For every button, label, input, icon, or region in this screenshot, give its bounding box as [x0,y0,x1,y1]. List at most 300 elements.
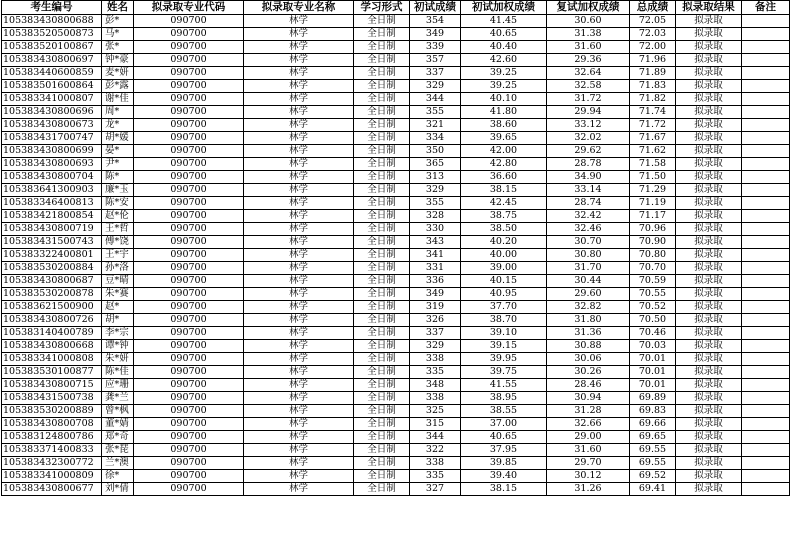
study-mode-cell: 全日制 [354,171,410,184]
total-score-cell: 71.58 [630,158,676,171]
retest-weighted-score-cell: 32.42 [547,210,630,223]
major-code-cell: 090700 [134,145,244,158]
study-mode-cell: 全日制 [354,106,410,119]
total-score-cell: 70.96 [630,223,676,236]
major-name-cell: 林学 [244,132,354,145]
admission-result-cell: 拟录取 [676,41,742,54]
total-score-cell: 71.96 [630,54,676,67]
study-mode-cell: 全日制 [354,366,410,379]
major-name-cell: 林学 [244,275,354,288]
remarks-cell [742,132,790,145]
candidate-name-cell: 周* [102,106,134,119]
total-score-cell: 71.89 [630,67,676,80]
initial-score-cell: 365 [410,158,461,171]
total-score-cell: 71.72 [630,119,676,132]
table-row [2,288,790,301]
candidate-name-cell: 赵* [102,301,134,314]
table-row [2,80,790,93]
table-row [2,379,790,392]
table-row [2,28,790,41]
major-name-cell: 林学 [244,379,354,392]
study-mode-cell: 全日制 [354,457,410,470]
study-mode-cell: 全日制 [354,405,410,418]
total-score-cell: 71.62 [630,145,676,158]
retest-weighted-score-cell: 28.46 [547,379,630,392]
retest-weighted-score-cell: 31.36 [547,327,630,340]
admission-result-cell: 拟录取 [676,353,742,366]
remarks-cell [742,145,790,158]
major-code-cell: 090700 [134,470,244,483]
candidate-id-cell: 105383124800786 [2,431,102,444]
study-mode-cell: 全日制 [354,353,410,366]
initial-score-cell: 330 [410,223,461,236]
initial-weighted-score-cell: 39.95 [461,353,547,366]
remarks-cell [742,41,790,54]
remarks-cell [742,340,790,353]
study-mode-cell: 全日制 [354,301,410,314]
initial-score-cell: 337 [410,67,461,80]
admission-result-cell: 拟录取 [676,93,742,106]
total-score-cell: 70.01 [630,379,676,392]
initial-weighted-score-cell: 39.25 [461,67,547,80]
initial-score-cell: 322 [410,444,461,457]
table-row [2,106,790,119]
candidate-name-cell: 龙* [102,119,134,132]
admission-result-cell: 拟录取 [676,392,742,405]
table-row [2,145,790,158]
total-score-cell: 70.90 [630,236,676,249]
candidate-name-cell: 马* [102,28,134,41]
candidate-id-cell: 105383530200884 [2,262,102,275]
candidate-name-cell: 胡*媛 [102,132,134,145]
initial-weighted-score-cell: 38.60 [461,119,547,132]
major-code-cell: 090700 [134,223,244,236]
retest-weighted-score-cell: 30.80 [547,249,630,262]
retest-weighted-score-cell: 31.70 [547,262,630,275]
remarks-cell [742,80,790,93]
initial-weighted-score-cell: 42.80 [461,158,547,171]
total-score-cell: 69.55 [630,457,676,470]
admission-result-cell: 拟录取 [676,379,742,392]
candidate-name-cell: 刘*倩 [102,483,134,496]
initial-score-cell: 329 [410,184,461,197]
total-score-cell: 70.55 [630,288,676,301]
header-name: 姓名 [102,1,134,15]
retest-weighted-score-cell: 32.58 [547,80,630,93]
retest-weighted-score-cell: 32.02 [547,132,630,145]
study-mode-cell: 全日制 [354,54,410,67]
initial-weighted-score-cell: 39.40 [461,470,547,483]
major-code-cell: 090700 [134,405,244,418]
table-row [2,54,790,67]
candidate-name-cell: 豆*晴 [102,275,134,288]
remarks-cell [742,158,790,171]
retest-weighted-score-cell: 30.06 [547,353,630,366]
table-row [2,340,790,353]
total-score-cell: 72.03 [630,28,676,41]
candidate-id-cell: 105383430800693 [2,158,102,171]
initial-weighted-score-cell: 40.95 [461,288,547,301]
major-name-cell: 林学 [244,15,354,28]
major-code-cell: 090700 [134,288,244,301]
header-candidate-id: 考生编号 [2,1,102,15]
retest-weighted-score-cell: 31.60 [547,41,630,54]
initial-weighted-score-cell: 38.15 [461,483,547,496]
header-major-name: 拟录取专业名称 [244,1,354,15]
initial-score-cell: 344 [410,431,461,444]
candidate-id-cell: 105383430800715 [2,379,102,392]
total-score-cell: 70.01 [630,353,676,366]
major-code-cell: 090700 [134,197,244,210]
major-code-cell: 090700 [134,171,244,184]
major-code-cell: 090700 [134,327,244,340]
candidate-id-cell: 105383430800697 [2,54,102,67]
admission-result-cell: 拟录取 [676,67,742,80]
study-mode-cell: 全日制 [354,340,410,353]
study-mode-cell: 全日制 [354,444,410,457]
candidate-name-cell: 李*宗 [102,327,134,340]
remarks-cell [742,223,790,236]
initial-weighted-score-cell: 38.15 [461,184,547,197]
study-mode-cell: 全日制 [354,158,410,171]
candidate-name-cell: 朱*妍 [102,353,134,366]
major-code-cell: 090700 [134,379,244,392]
total-score-cell: 72.00 [630,41,676,54]
major-code-cell: 090700 [134,80,244,93]
candidate-name-cell: 应*珊 [102,379,134,392]
major-name-cell: 林学 [244,444,354,457]
major-code-cell: 090700 [134,418,244,431]
initial-weighted-score-cell: 39.65 [461,132,547,145]
remarks-cell [742,236,790,249]
total-score-cell: 71.83 [630,80,676,93]
candidate-name-cell: 陈*佳 [102,366,134,379]
header-initial-score: 初试成绩 [410,1,461,15]
retest-weighted-score-cell: 30.26 [547,366,630,379]
initial-weighted-score-cell: 39.00 [461,262,547,275]
remarks-cell [742,67,790,80]
total-score-cell: 71.74 [630,106,676,119]
candidate-name-cell: 孙*洛 [102,262,134,275]
candidate-name-cell: 彭* [102,15,134,28]
remarks-cell [742,366,790,379]
major-name-cell: 林学 [244,457,354,470]
candidate-name-cell: 陈*安 [102,197,134,210]
major-code-cell: 090700 [134,67,244,80]
remarks-cell [742,314,790,327]
remarks-cell [742,93,790,106]
table-row [2,275,790,288]
retest-weighted-score-cell: 32.66 [547,418,630,431]
admission-result-cell: 拟录取 [676,301,742,314]
initial-weighted-score-cell: 37.95 [461,444,547,457]
admission-result-cell: 拟录取 [676,145,742,158]
initial-score-cell: 335 [410,366,461,379]
remarks-cell [742,288,790,301]
study-mode-cell: 全日制 [354,15,410,28]
table-row [2,132,790,145]
remarks-cell [742,119,790,132]
initial-weighted-score-cell: 38.55 [461,405,547,418]
total-score-cell: 69.55 [630,444,676,457]
remarks-cell [742,15,790,28]
header-retest-weighted: 复试加权成绩 [547,1,630,15]
admission-result-cell: 拟录取 [676,327,742,340]
study-mode-cell: 全日制 [354,93,410,106]
total-score-cell: 69.52 [630,470,676,483]
candidate-name-cell: 张*琵 [102,444,134,457]
remarks-cell [742,184,790,197]
initial-score-cell: 354 [410,15,461,28]
initial-weighted-score-cell: 39.75 [461,366,547,379]
candidate-name-cell: 陈* [102,171,134,184]
major-code-cell: 090700 [134,483,244,496]
major-code-cell: 090700 [134,314,244,327]
study-mode-cell: 全日制 [354,197,410,210]
candidate-id-cell: 105383430800677 [2,483,102,496]
major-code-cell: 090700 [134,275,244,288]
major-code-cell: 090700 [134,340,244,353]
remarks-cell [742,470,790,483]
study-mode-cell: 全日制 [354,288,410,301]
remarks-cell [742,405,790,418]
retest-weighted-score-cell: 31.26 [547,483,630,496]
study-mode-cell: 全日制 [354,28,410,41]
candidate-name-cell: 董*婧 [102,418,134,431]
admission-result-cell: 拟录取 [676,236,742,249]
major-name-cell: 林学 [244,210,354,223]
total-score-cell: 71.67 [630,132,676,145]
initial-weighted-score-cell: 40.00 [461,249,547,262]
table-row [2,262,790,275]
table-row [2,301,790,314]
retest-weighted-score-cell: 30.60 [547,15,630,28]
initial-weighted-score-cell: 42.60 [461,54,547,67]
candidate-name-cell: 王*哲 [102,223,134,236]
major-name-cell: 林学 [244,392,354,405]
remarks-cell [742,106,790,119]
candidate-id-cell: 105383341000808 [2,353,102,366]
initial-score-cell: 349 [410,28,461,41]
candidate-name-cell: 胡* [102,314,134,327]
remarks-cell [742,275,790,288]
table-row [2,366,790,379]
admission-result-cell: 拟录取 [676,171,742,184]
initial-score-cell: 355 [410,197,461,210]
major-name-cell: 林学 [244,28,354,41]
initial-weighted-score-cell: 40.65 [461,431,547,444]
admission-result-cell: 拟录取 [676,483,742,496]
retest-weighted-score-cell: 31.28 [547,405,630,418]
candidate-id-cell: 105383501600864 [2,80,102,93]
admission-result-cell: 拟录取 [676,28,742,41]
total-score-cell: 72.05 [630,15,676,28]
study-mode-cell: 全日制 [354,145,410,158]
table-row [2,119,790,132]
initial-score-cell: 343 [410,236,461,249]
header-initial-weighted: 初试加权成绩 [461,1,547,15]
major-code-cell: 090700 [134,249,244,262]
initial-weighted-score-cell: 38.75 [461,210,547,223]
initial-weighted-score-cell: 38.50 [461,223,547,236]
candidate-name-cell: 尹* [102,158,134,171]
major-code-cell: 090700 [134,41,244,54]
candidate-id-cell: 105383432300772 [2,457,102,470]
major-name-cell: 林学 [244,353,354,366]
candidate-id-cell: 105383322400801 [2,249,102,262]
admission-result-cell: 拟录取 [676,262,742,275]
table-row [2,184,790,197]
major-name-cell: 林学 [244,327,354,340]
study-mode-cell: 全日制 [354,236,410,249]
initial-weighted-score-cell: 37.00 [461,418,547,431]
study-mode-cell: 全日制 [354,392,410,405]
candidate-name-cell: 张* [102,41,134,54]
candidate-id-cell: 105383431700747 [2,132,102,145]
table-row [2,15,790,28]
table-body [2,15,790,496]
candidate-name-cell: 晏* [102,145,134,158]
initial-weighted-score-cell: 40.40 [461,41,547,54]
major-name-cell: 林学 [244,93,354,106]
major-name-cell: 林学 [244,262,354,275]
retest-weighted-score-cell: 28.78 [547,158,630,171]
remarks-cell [742,483,790,496]
remarks-cell [742,444,790,457]
table-row [2,314,790,327]
major-code-cell: 090700 [134,366,244,379]
retest-weighted-score-cell: 31.80 [547,314,630,327]
candidate-name-cell: 龚*兰 [102,392,134,405]
initial-score-cell: 313 [410,171,461,184]
initial-score-cell: 348 [410,379,461,392]
table-row [2,93,790,106]
major-name-cell: 林学 [244,197,354,210]
initial-weighted-score-cell: 40.65 [461,28,547,41]
retest-weighted-score-cell: 32.64 [547,67,630,80]
total-score-cell: 70.59 [630,275,676,288]
major-name-cell: 林学 [244,106,354,119]
candidate-name-cell: 谢*佳 [102,93,134,106]
initial-score-cell: 328 [410,210,461,223]
candidate-name-cell: 谭*钟 [102,340,134,353]
admission-result-cell: 拟录取 [676,457,742,470]
major-name-cell: 林学 [244,483,354,496]
major-name-cell: 林学 [244,340,354,353]
table-row [2,457,790,470]
admission-result-cell: 拟录取 [676,197,742,210]
major-name-cell: 林学 [244,67,354,80]
retest-weighted-score-cell: 30.44 [547,275,630,288]
admission-result-cell: 拟录取 [676,158,742,171]
initial-weighted-score-cell: 39.85 [461,457,547,470]
total-score-cell: 71.50 [630,171,676,184]
initial-weighted-score-cell: 39.10 [461,327,547,340]
major-name-cell: 林学 [244,119,354,132]
initial-weighted-score-cell: 41.80 [461,106,547,119]
candidate-id-cell: 105383530200878 [2,288,102,301]
major-code-cell: 090700 [134,457,244,470]
major-name-cell: 林学 [244,288,354,301]
initial-score-cell: 335 [410,470,461,483]
candidate-name-cell: 曾*枫 [102,405,134,418]
admission-result-cell: 拟录取 [676,249,742,262]
table-row [2,353,790,366]
initial-score-cell: 319 [410,301,461,314]
major-code-cell: 090700 [134,236,244,249]
study-mode-cell: 全日制 [354,314,410,327]
table-row [2,483,790,496]
admission-result-cell: 拟录取 [676,314,742,327]
candidate-id-cell: 105383430800687 [2,275,102,288]
table-row [2,210,790,223]
total-score-cell: 70.03 [630,340,676,353]
initial-score-cell: 334 [410,132,461,145]
initial-weighted-score-cell: 42.00 [461,145,547,158]
remarks-cell [742,28,790,41]
candidate-id-cell: 105383430800673 [2,119,102,132]
candidate-id-cell: 105383430800719 [2,223,102,236]
retest-weighted-score-cell: 31.38 [547,28,630,41]
major-code-cell: 090700 [134,392,244,405]
retest-weighted-score-cell: 30.12 [547,470,630,483]
table-row [2,327,790,340]
major-code-cell: 090700 [134,210,244,223]
total-score-cell: 71.17 [630,210,676,223]
candidate-id-cell: 105383440600859 [2,67,102,80]
major-code-cell: 090700 [134,301,244,314]
header-study-mode: 学习形式 [354,1,410,15]
candidate-id-cell: 105383520100867 [2,41,102,54]
study-mode-cell: 全日制 [354,223,410,236]
study-mode-cell: 全日制 [354,327,410,340]
admission-result-cell: 拟录取 [676,106,742,119]
retest-weighted-score-cell: 29.70 [547,457,630,470]
study-mode-cell: 全日制 [354,184,410,197]
study-mode-cell: 全日制 [354,67,410,80]
initial-score-cell: 338 [410,353,461,366]
initial-score-cell: 325 [410,405,461,418]
major-name-cell: 林学 [244,145,354,158]
candidate-id-cell: 105383530200889 [2,405,102,418]
candidate-id-cell: 105383430800708 [2,418,102,431]
retest-weighted-score-cell: 32.46 [547,223,630,236]
admission-result-cell: 拟录取 [676,132,742,145]
table-row [2,197,790,210]
candidate-id-cell: 105383431500743 [2,236,102,249]
candidate-name-cell: 麦*妍 [102,67,134,80]
major-code-cell: 090700 [134,262,244,275]
initial-score-cell: 357 [410,54,461,67]
total-score-cell: 70.01 [630,366,676,379]
initial-score-cell: 355 [410,106,461,119]
retest-weighted-score-cell: 31.72 [547,93,630,106]
remarks-cell [742,210,790,223]
major-name-cell: 林学 [244,366,354,379]
total-score-cell: 69.41 [630,483,676,496]
candidate-name-cell: 朱*赛 [102,288,134,301]
candidate-id-cell: 105383341000807 [2,93,102,106]
initial-score-cell: 338 [410,392,461,405]
candidate-id-cell: 105383430800688 [2,15,102,28]
initial-score-cell: 329 [410,80,461,93]
retest-weighted-score-cell: 30.88 [547,340,630,353]
total-score-cell: 69.89 [630,392,676,405]
initial-weighted-score-cell: 40.15 [461,275,547,288]
retest-weighted-score-cell: 29.60 [547,288,630,301]
study-mode-cell: 全日制 [354,431,410,444]
total-score-cell: 70.52 [630,301,676,314]
